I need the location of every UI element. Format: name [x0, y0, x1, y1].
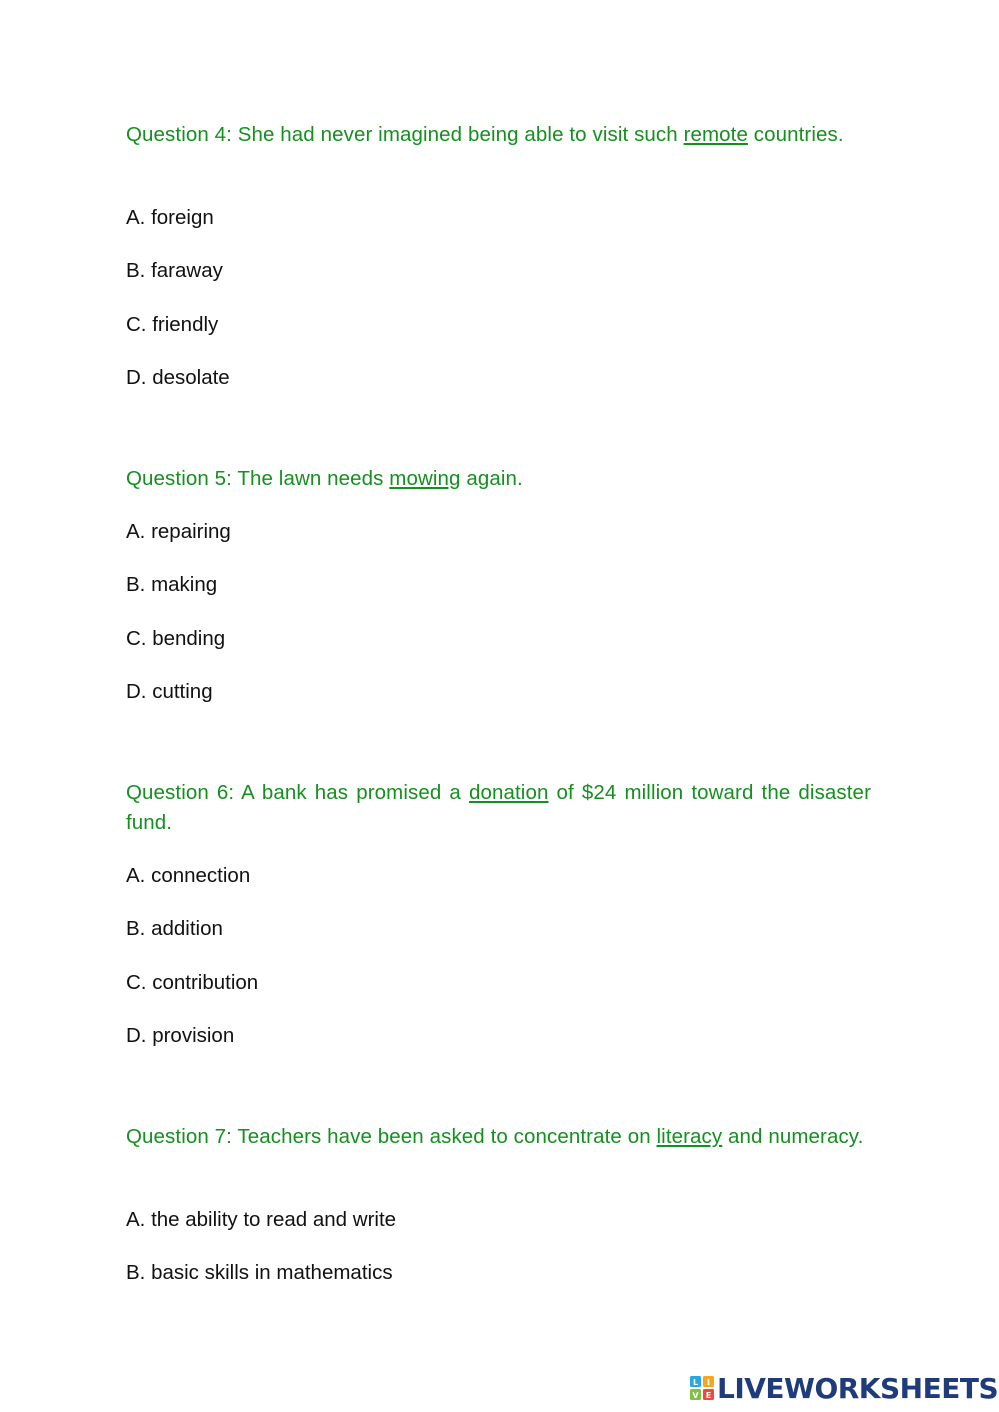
question-4-text: Question 4: She had never imagined being able to visit such remote countries. — [126, 123, 844, 146]
question-5-option-a[interactable]: A. repairing — [126, 520, 231, 543]
question-5-option-c[interactable]: C. bending — [126, 627, 226, 650]
question-6-text: Question 6: A bank has promised a donation of $24 million toward the disaster fund. — [126, 781, 871, 834]
question-6-option-a[interactable]: A. connection — [126, 864, 251, 887]
liveworksheets-badge-icon — [690, 1376, 714, 1400]
liveworksheets-logo — [690, 1372, 998, 1404]
question-7-keyword: literacy — [656, 1125, 723, 1148]
question-4-option-c[interactable]: C. friendly — [126, 313, 219, 336]
question-4 — [126, 120, 871, 389]
question-6-option-d[interactable]: D. provision — [126, 1024, 235, 1047]
svg-text:E: E — [705, 1391, 712, 1400]
question-6-option-b[interactable]: B. addition — [126, 917, 223, 940]
question-6 — [126, 778, 871, 1047]
question-7-option-a[interactable]: A. the ability to read and write — [126, 1208, 397, 1231]
question-4-option-d[interactable]: D. desolate — [126, 366, 230, 389]
question-5 — [126, 464, 871, 703]
question-4-option-b[interactable]: B. faraway — [126, 259, 223, 282]
question-7-text: Question 7: Teachers have been asked to concentrate on literacy and numeracy. — [126, 1125, 864, 1148]
svg-text:I: I — [707, 1378, 710, 1387]
svg-text:V: V — [692, 1391, 699, 1400]
question-6-keyword: donation — [468, 781, 549, 804]
question-7 — [126, 1122, 871, 1284]
question-5-option-d[interactable]: D. cutting — [126, 680, 213, 703]
question-6-option-c[interactable]: C. contribution — [126, 971, 259, 994]
question-5-option-b[interactable]: B. making — [126, 573, 218, 596]
question-5-keyword: mowing — [389, 467, 461, 490]
liveworksheets-wordmark: LIVEWORKSHEETS — [717, 1371, 999, 1405]
question-7-option-b[interactable]: B. basic skills in mathematics — [126, 1261, 393, 1284]
svg-text:L: L — [692, 1378, 699, 1387]
question-5-text: Question 5: The lawn needs mowing again. — [126, 467, 523, 490]
question-4-option-a[interactable]: A. foreign — [126, 206, 214, 229]
question-4-keyword: remote — [683, 123, 748, 146]
